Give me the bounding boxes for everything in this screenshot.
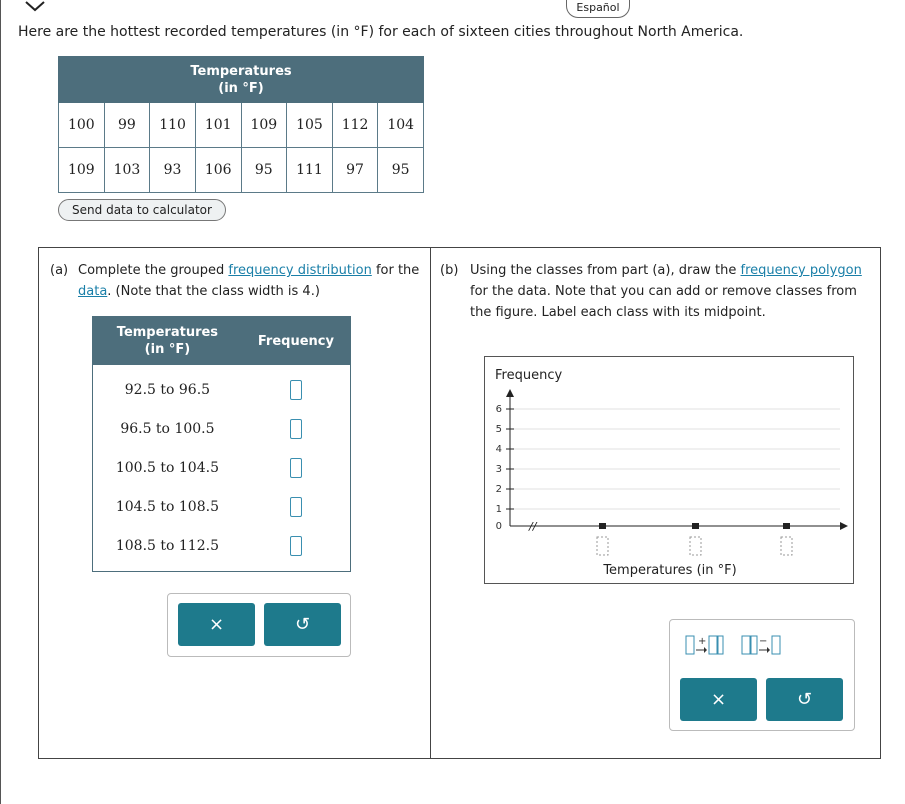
- table-cell: 95: [241, 148, 287, 193]
- table-row: [59, 148, 424, 193]
- temperature-data-table: [58, 56, 424, 193]
- table-cell: 93: [150, 148, 196, 193]
- frequency-input[interactable]: [290, 458, 302, 478]
- graph-undo-button[interactable]: [766, 678, 843, 721]
- midpoint-input[interactable]: [597, 537, 608, 555]
- part-b-instructions: (b) Using the classes from part (a), draw the frequency polygon for the data. Note that you can add or remove classes from the figure. Label each class with its midpoint.: [440, 260, 870, 323]
- frequency-input[interactable]: [290, 419, 302, 439]
- class-marker[interactable]: [783, 523, 790, 529]
- y-axis-label: Frequency: [495, 368, 563, 383]
- table-row: [93, 526, 350, 565]
- frequency-polygon-graph[interactable]: [484, 356, 854, 584]
- table-cell: 100: [59, 103, 105, 148]
- frequency-input[interactable]: [290, 380, 302, 400]
- table-cell: 97: [332, 148, 378, 193]
- table-cell: 105: [287, 103, 333, 148]
- y-tick-label: 1: [495, 504, 502, 515]
- remove-class-icon[interactable]: [740, 630, 784, 660]
- table-cell: 104: [378, 103, 424, 148]
- y-tick-label: 0: [495, 521, 502, 532]
- gridlines: [510, 409, 840, 509]
- midpoint-input[interactable]: [690, 537, 701, 555]
- chevron-down-icon[interactable]: [20, 0, 50, 14]
- class-label: 108.5 to 112.5: [115, 537, 219, 554]
- svg-text:+: +: [698, 636, 707, 647]
- class-marker[interactable]: [692, 523, 699, 529]
- undo-icon: ↺: [294, 614, 311, 635]
- table-row: [93, 448, 350, 487]
- panel-divider: [430, 247, 431, 759]
- data-link[interactable]: data: [78, 284, 108, 299]
- frequency-input[interactable]: [290, 536, 302, 556]
- table-cell: 103: [104, 148, 150, 193]
- table-cell: 109: [241, 103, 287, 148]
- table-row: [93, 487, 350, 526]
- table-cell: 101: [195, 103, 241, 148]
- y-tick-label: 5: [495, 424, 502, 435]
- part-a-label: (a): [50, 263, 69, 278]
- axis-break-icon: //: [529, 520, 537, 533]
- undo-button[interactable]: [264, 603, 341, 646]
- graph-canvas[interactable]: [485, 357, 855, 585]
- data-table-header: Temperatures (in °F): [59, 57, 424, 103]
- part-b-label: (b): [440, 263, 459, 278]
- frequency-polygon-link[interactable]: frequency polygon: [740, 263, 862, 278]
- close-icon: ×: [710, 689, 727, 710]
- undo-icon: ↺: [796, 689, 813, 710]
- class-label: 104.5 to 108.5: [115, 498, 219, 515]
- y-tick-label: 3: [495, 464, 502, 475]
- y-tick-label: 2: [495, 484, 502, 495]
- frequency-table: [92, 316, 351, 572]
- table-cell: 99: [104, 103, 150, 148]
- send-to-calculator-button[interactable]: Send data to calculator: [58, 199, 226, 221]
- x-axis-arrow: [840, 522, 848, 530]
- table-row: [59, 103, 424, 148]
- clear-button[interactable]: [178, 603, 255, 646]
- table-cell: 109: [59, 148, 105, 193]
- y-axis-arrow: [506, 389, 514, 397]
- frequency-input[interactable]: [290, 497, 302, 517]
- close-icon: ×: [208, 614, 225, 635]
- table-cell: 112: [332, 103, 378, 148]
- class-label: 100.5 to 104.5: [115, 459, 219, 476]
- language-button[interactable]: Español: [566, 0, 630, 18]
- frequency-distribution-link[interactable]: frequency distribution: [228, 263, 372, 278]
- x-axis-label: Temperatures (in °F): [603, 563, 737, 578]
- left-edge-rule: [0, 0, 1, 804]
- table-cell: 110: [150, 103, 196, 148]
- table-row: [93, 409, 350, 448]
- table-cell: 95: [378, 148, 424, 193]
- table-cell: 111: [287, 148, 333, 193]
- class-marker[interactable]: [599, 523, 606, 529]
- class-label: 96.5 to 100.5: [120, 420, 215, 437]
- table-cell: 106: [195, 148, 241, 193]
- add-class-icon[interactable]: [684, 630, 724, 660]
- class-label: 92.5 to 96.5: [124, 381, 211, 398]
- part-a-instructions: (a) Complete the grouped frequency distribution for the data. (Note that the class width is 4.): [50, 260, 422, 302]
- midpoint-input[interactable]: [781, 537, 792, 555]
- y-tick-label: 6: [495, 404, 502, 415]
- table-row: [93, 370, 350, 409]
- svg-text:−: −: [759, 636, 768, 647]
- frequency-table-header: Temperatures (in °F) Frequency: [93, 317, 350, 365]
- y-tick-label: 4: [495, 444, 502, 455]
- intro-text: Here are the hottest recorded temperatures (in °F) for each of sixteen cities throughout North America.: [18, 24, 744, 40]
- graph-clear-button[interactable]: [680, 678, 757, 721]
